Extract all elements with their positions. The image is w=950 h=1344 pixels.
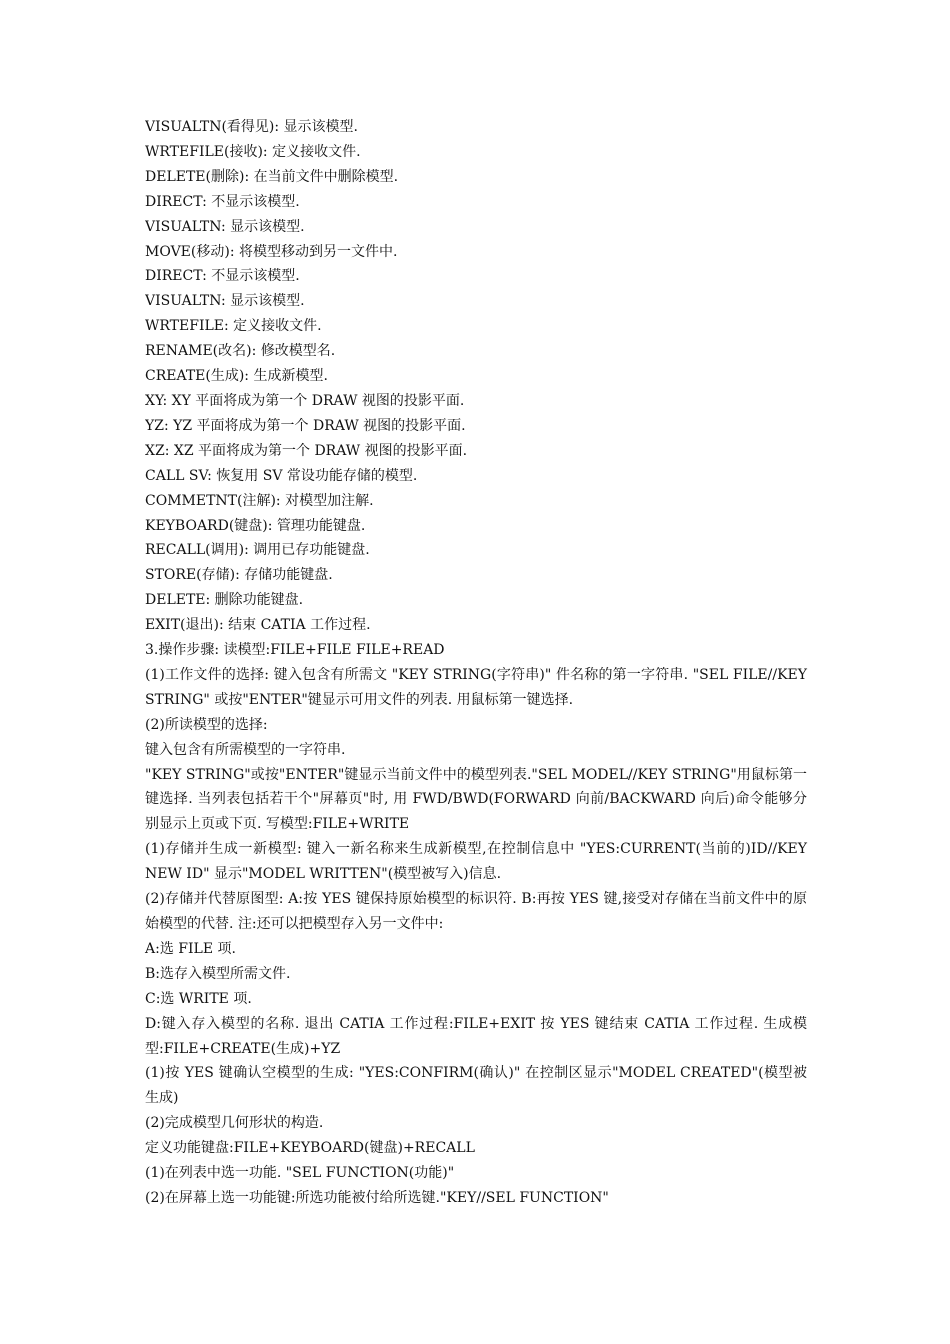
paragraph: (2)在屏幕上选一功能键:所选功能被付给所选键."KEY//SEL FUNCTION": [145, 1189, 609, 1206]
text-line: CALL SV: 恢复用 SV 常设功能存储的模型.: [145, 467, 418, 484]
text-line: DELETE(删除): 在当前文件中删除模型.: [145, 168, 399, 185]
section-heading: 3.操作步骤: 读模型:FILE+FILE FILE+READ: [145, 642, 445, 659]
text-line: VISUALTN: 显示该模型.: [145, 293, 305, 310]
text-line: DELETE: 删除功能键盘.: [145, 592, 304, 609]
paragraph: C:选 WRITE 项.: [145, 990, 252, 1007]
text-line: WRTEFILE(接收): 定义接收文件.: [145, 143, 361, 160]
text-line: COMMETNT(注解): 对模型加注解.: [145, 492, 374, 509]
text-line: MOVE(移动): 将模型移动到另一文件中.: [145, 243, 398, 260]
text-line: RECALL(调用): 调用已存功能键盘.: [145, 542, 370, 559]
paragraph: (2)存储并代替原图型: A:按 YES 键保持原始模型的标识符. B:再按 YES 键,接受对存储在当前文件中的原始模型的代替. 注:还可以把模型存入另一文件中:: [145, 891, 807, 932]
text-line: STORE(存储): 存储功能键盘.: [145, 567, 333, 584]
paragraph: 键入包含有所需模型的一字符串.: [145, 741, 346, 758]
text-line: DIRECT: 不显示该模型.: [145, 193, 300, 210]
paragraph: (2)完成模型几何形状的构造.: [145, 1115, 324, 1132]
text-line: CREATE(生成): 生成新模型.: [145, 368, 328, 385]
paragraph-model-selection: (2)所读模型的选择:: [145, 716, 268, 733]
paragraph: 定义功能键盘:FILE+KEYBOARD(键盘)+RECALL: [145, 1140, 475, 1157]
paragraph: (1)存储并生成一新模型: 键入一新名称来生成新模型,在控制信息中 "YES:CURRENT(当前的)ID//KEY NEW ID" 显示"MODEL WRITTEN"(模型被写入)信息.: [145, 841, 807, 883]
text-line: XY: XY 平面将成为第一个 DRAW 视图的投影平面.: [145, 392, 465, 409]
text-line: VISUALTN(看得见): 显示该模型.: [145, 119, 358, 135]
text-line: VISUALTN: 显示该模型.: [145, 218, 305, 235]
paragraph: B:选存入模型所需文件.: [145, 965, 291, 982]
text-line: YZ: YZ 平面将成为第一个 DRAW 视图的投影平面.: [145, 417, 466, 434]
text-line: RENAME(改名): 修改模型名.: [145, 343, 336, 360]
paragraph-file-selection: (1)工作文件的选择: 键入包含有所需文 "KEY STRING(字符串)" 件名称的第一字符串. "SEL FILE//KEY STRING" 或按"ENTER"键显示可用文件的列表. 用鼠标第一键选择.: [145, 666, 807, 708]
paragraph: "KEY STRING"或按"ENTER"键显示当前文件中的模型列表."SEL MODEL//KEY STRING"用鼠标第一键选择. 当列表包括若干个"屏幕页"时, 用 FWD/BWD(FORWARD 向前/BACKWARD 向后)命令能够分别显示上页或下页. 写模型:FILE+WRITE: [145, 766, 807, 833]
paragraph: D:键入存入模型的名称. 退出 CATIA 工作过程:FILE+EXIT 按 YES 键结束 CATIA 工作过程. 生成模型:FILE+CREATE(生成)+YZ: [145, 1015, 807, 1057]
text-line: XZ: XZ 平面将成为第一个 DRAW 视图的投影平面.: [145, 442, 468, 459]
text-line: KEYBOARD(键盘): 管理功能键盘.: [145, 517, 366, 534]
document-page: [145, 115, 807, 1211]
text-line: DIRECT: 不显示该模型.: [145, 268, 300, 285]
paragraph: A:选 FILE 项.: [145, 940, 236, 957]
paragraph: (1)在列表中选一功能. "SEL FUNCTION(功能)": [145, 1165, 455, 1182]
paragraph: (1)按 YES 键确认空模型的生成: "YES:CONFIRM(确认)" 在控制区显示"MODEL CREATED"(模型被生成): [145, 1065, 807, 1107]
text-line: EXIT(退出): 结束 CATIA 工作过程.: [145, 617, 371, 634]
text-line: WRTEFILE: 定义接收文件.: [145, 318, 322, 335]
